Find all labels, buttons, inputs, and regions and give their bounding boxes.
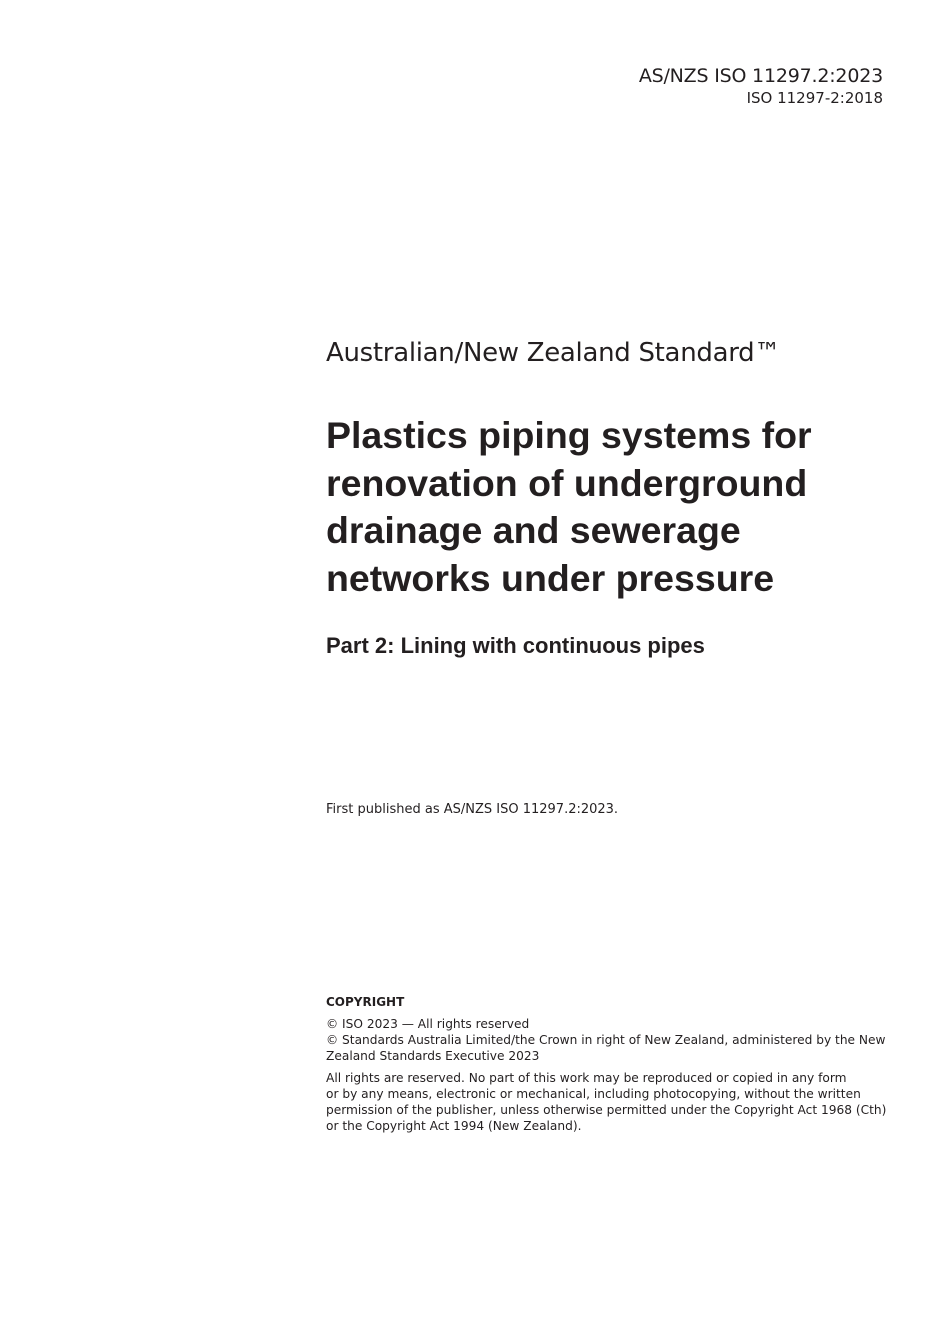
document-subtitle: Part 2: Lining with continuous pipes [326,633,705,658]
copyright-heading: COPYRIGHT [326,995,405,1009]
standard-designation-block [639,64,883,108]
standard-series: Australian/New Zealand Standard™ [326,338,781,368]
copyright-notice-line: Zealand Standards Executive 2023 [326,1049,540,1063]
title-line: renovation of underground [326,461,808,504]
title-line: networks under pressure [326,556,775,599]
rights-statement [326,1070,896,1134]
iso-designation: ISO 11297-2:2018 [746,89,883,107]
copyright-notice-line: © ISO 2023 — All rights reserved [326,1017,530,1031]
rights-statement-line: or the Copyright Act 1994 (New Zealand). [326,1119,582,1133]
title-line: drainage and sewerage [326,509,741,551]
copyright-notice [326,1016,896,1064]
first-published-note: First published as AS/NZS ISO 11297.2:2023. [326,802,619,817]
copyright-notice-line: © Standards Australia Limited/the Crown in right of New Zealand, administered by the New [326,1033,886,1047]
title-line: Plastics piping systems for [326,414,812,456]
document-title [326,412,906,602]
rights-statement-line: All rights are reserved. No part of this work may be reproduced or copied in any form [326,1071,847,1085]
rights-statement-line: or by any means, electronic or mechanical, including photocopying, without the written [326,1087,861,1101]
copyright-block [326,994,896,1140]
standard-designation: AS/NZS ISO 11297.2:2023 [638,65,883,87]
rights-statement-line: permission of the publisher, unless otherwise permitted under the Copyright Act 1968 (Cth) [326,1103,887,1117]
